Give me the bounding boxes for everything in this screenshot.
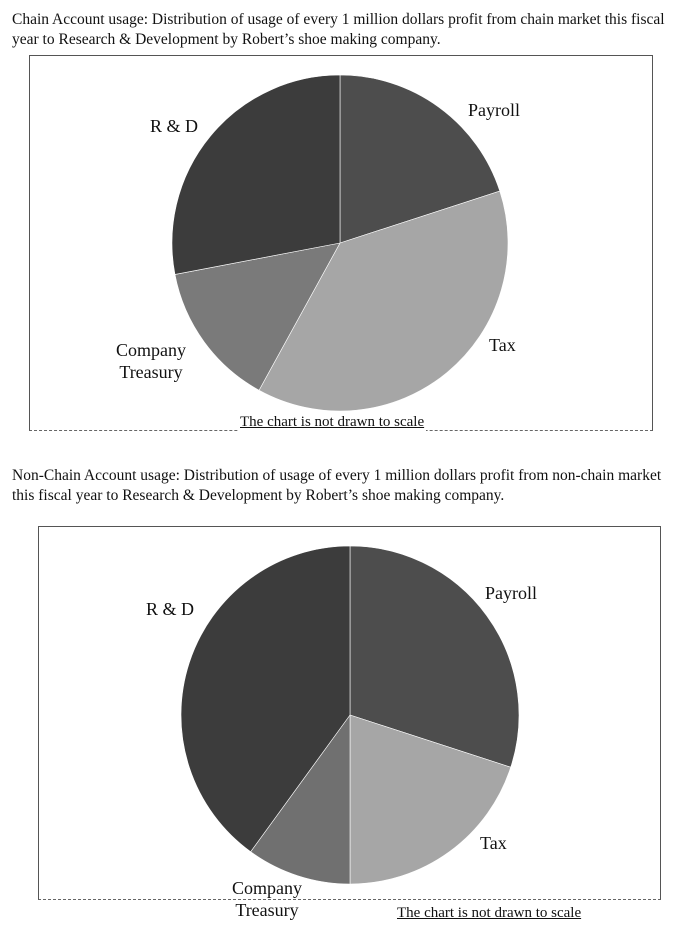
chart-2-label-company-treasury-line-2: Treasury xyxy=(235,900,299,920)
chart-1-label-company-treasury-line-1: Company xyxy=(116,340,186,360)
chart-2-label-company-treasury xyxy=(232,877,302,921)
chart-2-label-rd: R & D xyxy=(146,599,195,619)
chart-1-label-tax: Tax xyxy=(489,335,516,355)
chart-2-scale-note: The chart is not drawn to scale xyxy=(397,905,582,921)
chart-1-scale-note: The chart is not drawn to scale xyxy=(240,414,425,430)
chart-2-label-tax: Tax xyxy=(480,833,507,853)
chart-1-label-company-treasury-line-2: Treasury xyxy=(119,362,183,382)
chart-2-label-company-treasury-line-1: Company xyxy=(232,878,302,898)
chart-1-label-rd: R & D xyxy=(150,116,199,136)
chart-1-title: Chain Account usage: Distribution of usage of every 1 million dollars profit from chain market this fiscal year to Research & Development by Robert’s shoe making company. xyxy=(12,11,665,48)
chart-2-title: Non-Chain Account usage: Distribution of usage of every 1 million dollars profit from non-chain market this fiscal year to Research & Development by Robert’s shoe making company. xyxy=(12,467,662,504)
chart-1-label-payroll: Payroll xyxy=(468,100,520,120)
chart-2-label-payroll: Payroll xyxy=(485,583,537,603)
